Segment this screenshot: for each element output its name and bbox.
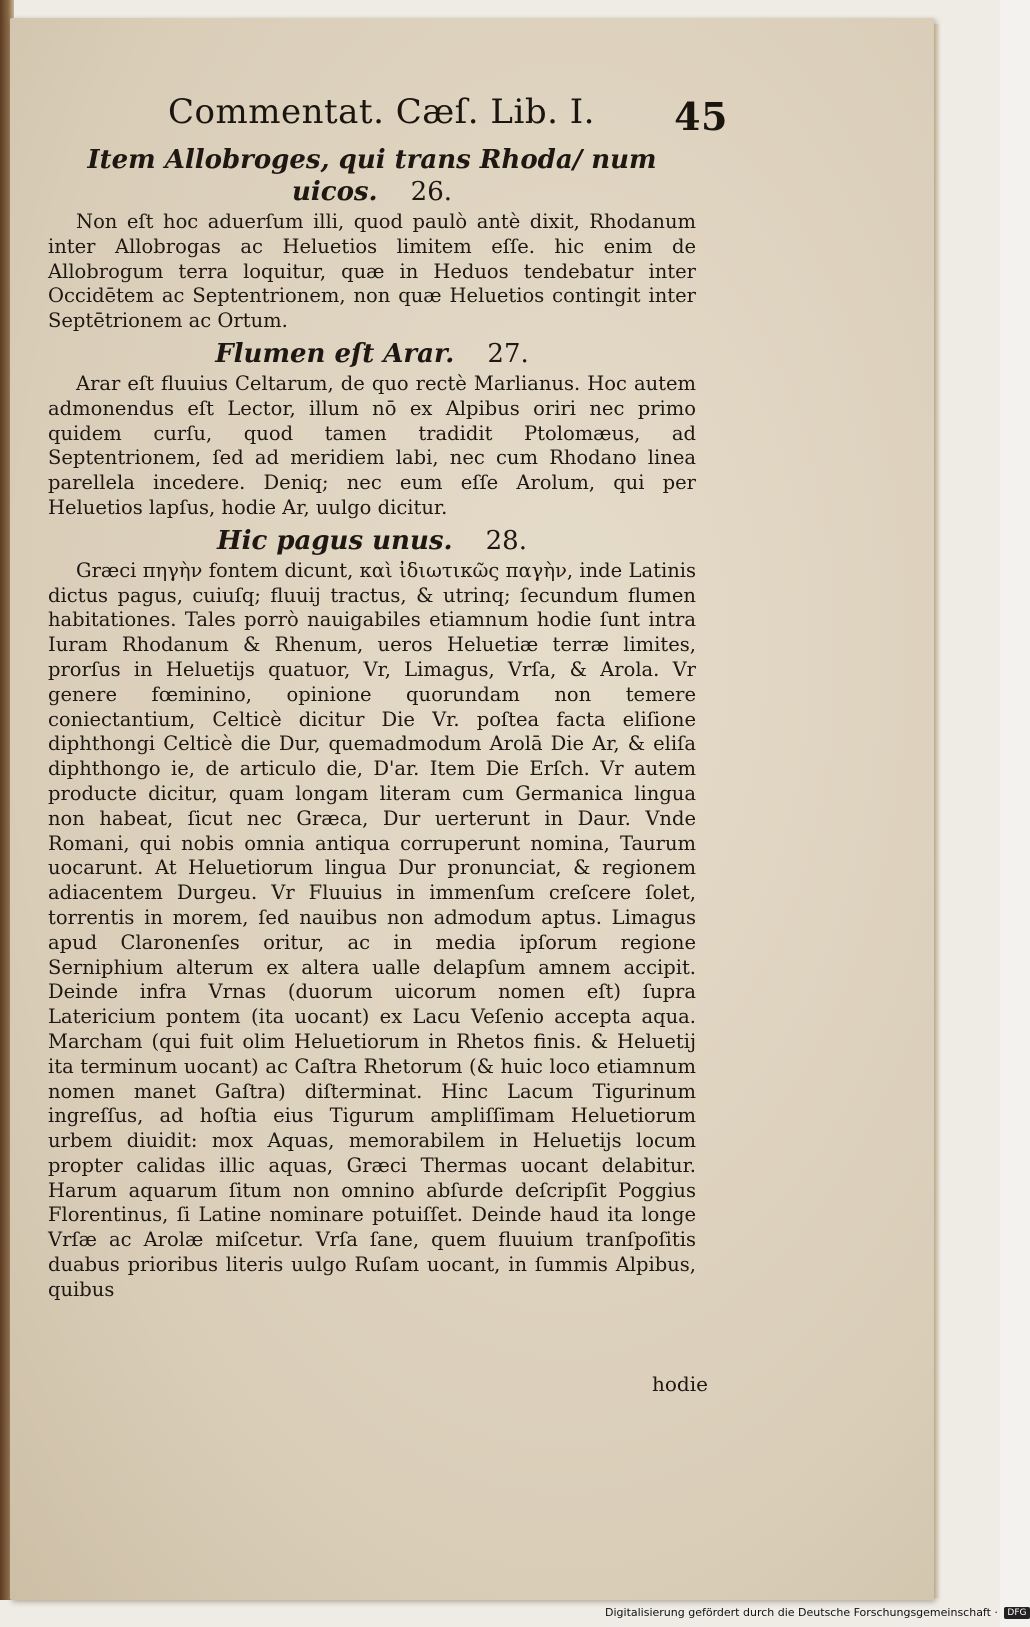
running-title: Commentat. Cæſ. Lib. I. <box>168 92 595 132</box>
section-heading-text: Hic pagus unus. <box>217 525 453 556</box>
section-number: 28. <box>485 525 527 556</box>
running-header <box>168 92 728 142</box>
digitization-credit <box>605 1606 1027 1624</box>
section-number: 26. <box>410 177 453 207</box>
section-heading-text: Item Allobroges, qui trans Rhoda/ num uicos. <box>87 145 657 207</box>
catchword: hodie <box>652 1372 708 1396</box>
section-heading-text: Flumen eſt Arar. <box>215 338 455 369</box>
section-paragraph: Arar eſt fluuius Celtarum, de quo rectè Marlianus. Hoc autem admonendus eſt Lector, illum nō ex Alpibus oriri nec primo quidem curſu, quod tamen tradidit Ptolomæus, ad Septentrionem, ſed ad meridiem labi, nec cum Rhodano linea parellela incedere. Deniq; nec eum eſſe Arolum, qui per Heluetios lapſus, hodie Ar, uulgo dicitur. <box>48 371 696 519</box>
section-paragraph: Non eſt hoc aduerſum illi, quod paulò antè dixit, Rhodanum inter Allobrogas ac Heluetios limitem eſſe. hic enim de Allobrogum terra loquitur, quæ in Heduos tendebatur inter Occidētem ac Septentrionem, non quæ Heluetios contingit inter Septētrionem ac Ortum. <box>48 210 696 333</box>
page-body <box>48 140 696 1307</box>
credit-text: Digitalisierung gefördert durch die Deutsche Forschungsgemeinschaft · <box>605 1606 998 1619</box>
section-heading <box>48 144 696 208</box>
page-edge <box>934 24 940 1598</box>
page-number: 45 <box>674 94 728 139</box>
section-heading <box>48 525 696 557</box>
dfg-logo: DFG <box>1004 1607 1029 1619</box>
section-heading <box>48 338 696 370</box>
section-number: 27. <box>487 338 529 369</box>
section-paragraph: Græci πηγὴν fontem dicunt, καὶ ἰδιωτικῶς παγὴν, inde Latinis dictus pagus, cuiuſq; fluuij tractus, & utrinq; ſecundum flumen habitationes. Tales porrò nauigabiles etiamnum hodie ſunt intra Iuram Rhodanum & Rhenum, ueros Heluetiæ terræ limites, prorſus in Heluetijs quatuor, Vr, Limagus, Vrſa, & Arola. Vr genere fœminino, opinione quorundam non temere coniectantium, Celticè dicitur Die Vr. poſtea facta eliſione diphthongi Celticè die Dur, quemadmodum Arolā Die Ar, & eliſa diphthongo ie, de articulo die, D'ar. Item Die Erſch. Vr autem producte dicitur, quam longam literam cum Germanica lingua non habeat, ſicut nec Græca, Dur uerterunt in Daur. Vnde Romani, qui nobis omnia antiqua corruperunt nomina, Taurum uocarunt. At Heluetiorum lingua Dur pronunciat, & regionem adiacentem Durgeu. Vr Fluuius in immenſum creſcere ſolet, torrentis in morem, ſed nauibus non admodum aptus. Limagus apud Claronenſes oritur, ac in media ipſorum regione Serniphium alterum ex altera ualle delapſum amnem accipit. Deinde infra Vrnas (duorum uicorum nomen eſt) ſupra Latericium pontem (ita uocant) ex Lacu Veſenio accepta aqua. Marcham (qui fuit olim Heluetiorum in Rhetos finis. & Heluetij ita terminum uocant) ac Caſtra Rhetorum (& huic loco etiamnum nomen manet Gaſtra) diſterminat. Hinc Lacum Tigurinum ingreſſus, ad hoſtia eius Tigurum ampliſſimam Heluetiorum urbem diuidit: mox Aquas, memorabilem in Heluetijs locum propter calidas illic aquas, Græci Thermas uocant delabitur. Harum aquarum ſitum non omnino abſurde deſcripſit Poggius Florentinus, ſi Latine nominare potuiſſet. Deinde haud ita longe Vrſæ ac Arolæ miſcetur. Vrſa ſane, quem fluuium tranſpoſitis duabus prioribus literis uulgo Ruſam uocant, in ſummis Alpibus, quibus <box>48 558 696 1301</box>
